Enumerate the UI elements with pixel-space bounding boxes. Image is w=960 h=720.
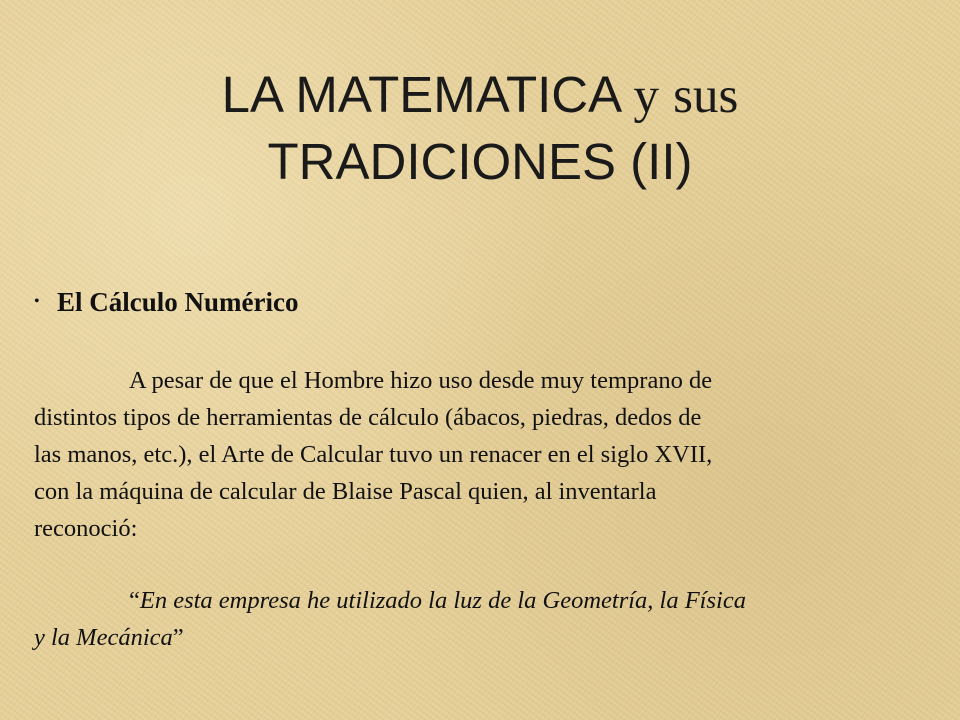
title-line-2: TRADICIONES (II)	[267, 133, 693, 190]
bullet-icon: •	[34, 293, 40, 310]
paragraph-line-2: distintos tipos de herramientas de cálculo (ábacos, piedras, dedos de	[34, 404, 702, 431]
paragraph-line-1-text: A pesar de que el Hombre hizo uso desde muy temprano de	[129, 367, 713, 394]
paragraph-line-3: las manos, etc.), el Arte de Calcular tuvo un renacer en el siglo XVII,	[34, 441, 713, 468]
bullet-heading: El Cálculo Numérico	[57, 287, 299, 317]
quote-line-1-text: En esta empresa he utilizado la luz de la Geometría, la Física	[139, 587, 746, 614]
title-line-1-part-a: LA MATEMATICA	[221, 66, 620, 123]
body-paragraph	[34, 362, 944, 547]
bullet-item	[34, 282, 944, 322]
quote-close-mark: ”	[172, 624, 184, 651]
slide-title	[120, 62, 840, 195]
slide-body	[34, 282, 944, 656]
quote-line-2	[34, 619, 944, 656]
title-line-1-part-c: sus	[673, 68, 739, 124]
quote-line-2-text: y la Mecánica	[34, 624, 173, 651]
quote-line-1	[34, 582, 944, 619]
paragraph-line-5: reconoció:	[34, 515, 138, 542]
title-line-1	[120, 62, 840, 129]
title-line-1-part-b: y	[633, 68, 659, 124]
pascal-quote	[34, 582, 944, 656]
paragraph-line-4: con la máquina de calcular de Blaise Pascal quien, al inventarla	[34, 478, 657, 505]
quote-open-mark: “	[129, 587, 140, 614]
paragraph-line-1	[34, 362, 944, 399]
